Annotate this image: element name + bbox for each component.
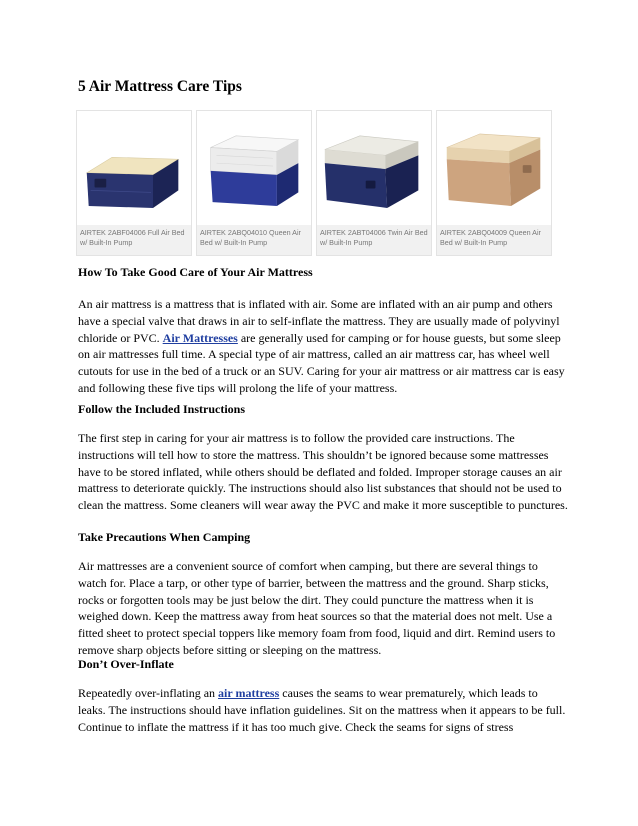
product-card[interactable]	[436, 110, 552, 256]
section-paragraph	[78, 296, 568, 397]
product-image-strip	[76, 110, 552, 256]
product-photo	[437, 111, 551, 225]
air-mattresses-link[interactable]: Air Mattresses	[162, 330, 238, 345]
product-photo	[77, 111, 191, 225]
product-caption: AIRTEK 2ABF04006 Full Air Bed w/ Built-In Pump	[77, 225, 191, 255]
section-paragraph: Air mattresses are a convenient source of comfort when camping, but there are several things to watch for. Place a tarp, or other type of barrier, between the mattress and the ground. Sharp sticks, rocks or forgotten tools may be just below the dirt. They could puncture the mattress when it is weighed down. Keep the mattress away from heat sources so that the material does not melt. Use a fitted sheet to protect special toppers like memory foam from food, liquid and dirt. Remind users to remove sharp objects before sitting or sleeping on the mattress.	[78, 559, 556, 657]
product-photo	[197, 111, 311, 225]
paragraph-text: An air mattress is a mattress that is inflated with air. Some are inflated with an air pump and others have a special valve that draws in air to self-inflate the mattress. They are usually made of polyvinyl chloride or PVC.	[78, 297, 560, 345]
section-heading: How To Take Good Care of Your Air Mattress	[78, 265, 313, 279]
section-heading: Follow the Included Instructions	[78, 402, 246, 416]
product-card[interactable]	[316, 110, 432, 256]
air-mattress-link[interactable]: air mattress	[218, 686, 280, 700]
product-caption: AIRTEK 2ABQ04010 Queen Air Bed w/ Built-In Pump	[197, 225, 311, 255]
section-heading: Take Precautions When Camping	[78, 530, 251, 544]
product-photo	[317, 111, 431, 225]
section-heading: Don’t Over-Inflate	[78, 657, 174, 671]
paragraph-text: causes the seams to wear prematurely, which leads to leaks. The instructions should have inflation guidelines. Sit on the mattress when it appears to be full. Continue to inflate the mattress if it has too much give. Check the seams for signs of stress	[78, 686, 566, 734]
product-card[interactable]	[76, 110, 192, 256]
section-paragraph: The first step in caring for your air mattress is to follow the provided care instructions. The instructions will tell how to store the mattress. This shouldn’t be ignored because some mattresses have to be stored inflated, while others should be deflated and folded. Improper storage causes an air mattress to deteriorate quickly. The instructions should also list substances that should not be used to clean the mattress. Some cleaners will wear away the PVC and make it more susceptible to punctures.	[78, 431, 568, 513]
paragraph-text: are generally used for camping or for house guests, but some sleep on air mattresses full time. A special type of air mattress, called an air mattress car, has wheel well cutouts for use in the bed of a truck or an SUV. Caring for your air mattress or air mattress car is easy and following these five tips will prolong the life of your mattress.	[78, 330, 565, 395]
product-caption: AIRTEK 2ABT04006 Twin Air Bed w/ Built-In Pump	[317, 225, 431, 255]
page-title: 5 Air Mattress Care Tips	[78, 78, 242, 95]
product-card[interactable]	[196, 110, 312, 256]
product-caption: AIRTEK 2ABQ04009 Queen Air Bed w/ Built-In Pump	[437, 225, 551, 255]
paragraph-text: Repeatedly over-inflating an	[78, 686, 219, 700]
section-paragraph	[78, 685, 568, 735]
